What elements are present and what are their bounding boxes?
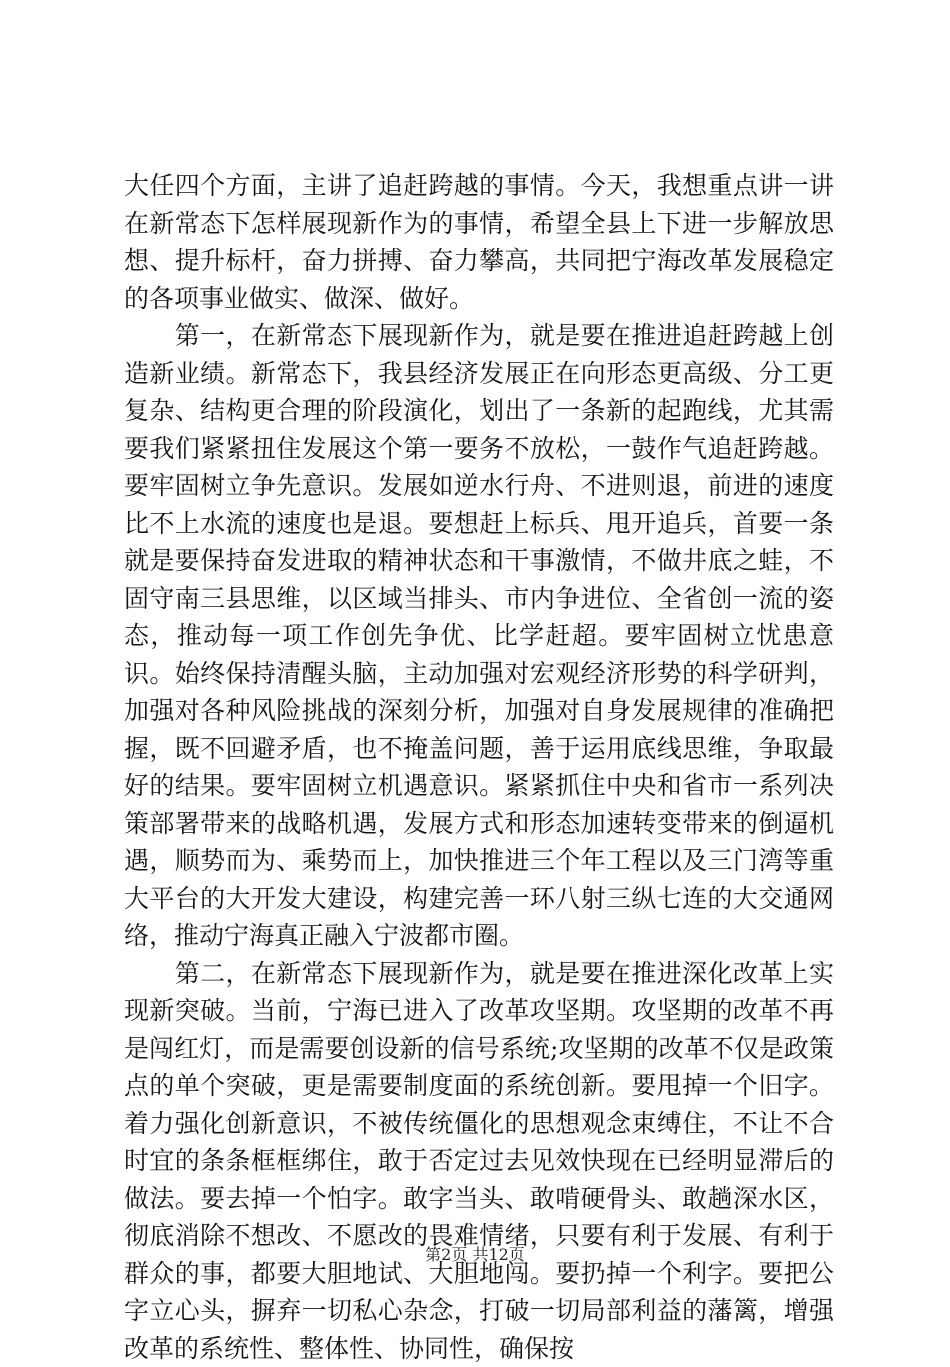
paragraph-second-point: 第二，在新常态下展现新作为，就是要在推进深化改革上实现新突破。当前，宁海已进入了改革攻坚期。攻坚期的改革不再是闯红灯，而是需要创设新的信号系统;攻坚期的改革不仅是政策点的单个突破，更是需要制度面的系统创新。要甩掉一个旧字。着力强化创新意识，不被传统僵化的思想观念束缚住，不让不合时宜的条条框框绑住，敢于否定过去见效快现在已经明显滞后的做法。要去掉一个怕字。敢字当头、敢啃硬骨头、敢趟深水区，彻底消除不想改、不愿改的畏难情绪，只要有利于发展、有利于群众的事，都要大胆地试、大胆地闯。要扔掉一个利字。要把公字立心头，摒弃一切私心杂念，打破一切局部利益的藩篱，增强改革的系统性、整体性、协同性，确保按 (124, 955, 834, 1367)
page-number-label: 第2页 共12页 (425, 1245, 525, 1264)
page-footer (0, 1245, 950, 1265)
body-text (124, 167, 834, 1367)
paragraph-first-point: 第一，在新常态下展现新作为，就是要在推进追赶跨越上创造新业绩。新常态下，我县经济发展正在向形态更高级、分工更复杂、结构更合理的阶段演化，划出了一条新的起跑线，尤其需要我们紧紧扭住发展这个第一要务不放松，一鼓作气追赶跨越。要牢固树立争先意识。发展如逆水行舟、不进则退，前进的速度比不上水流的速度也是退。要想赶上标兵、甩开追兵，首要一条就是要保持奋发进取的精神状态和干事激情，不做井底之蛙，不固守南三县思维，以区域当排头、市内争进位、全省创一流的姿态，推动每一项工作创先争优、比学赶超。要牢固树立忧患意识。始终保持清醒头脑，主动加强对宏观经济形势的科学研判，加强对各种风险挑战的深刻分析，加强对自身发展规律的准确把握，既不回避矛盾，也不掩盖问题，善于运用底线思维，争取最好的结果。要牢固树立机遇意识。紧紧抓住中央和省市一系列决策部署带来的战略机遇，发展方式和形态加速转变带来的倒逼机遇，顺势而为、乘势而上，加快推进三个年工程以及三门湾等重大平台的大开发大建设，构建完善一环八射三纵七连的大交通网络，推动宁海真正融入宁波都市圈。 (124, 317, 834, 955)
paragraph-intro-continuation: 大任四个方面，主讲了追赶跨越的事情。今天，我想重点讲一讲在新常态下怎样展现新作为的事情，希望全县上下进一步解放思想、提升标杆，奋力拼搏、奋力攀高，共同把宁海改革发展稳定的各项事业做实、做深、做好。 (124, 167, 834, 317)
